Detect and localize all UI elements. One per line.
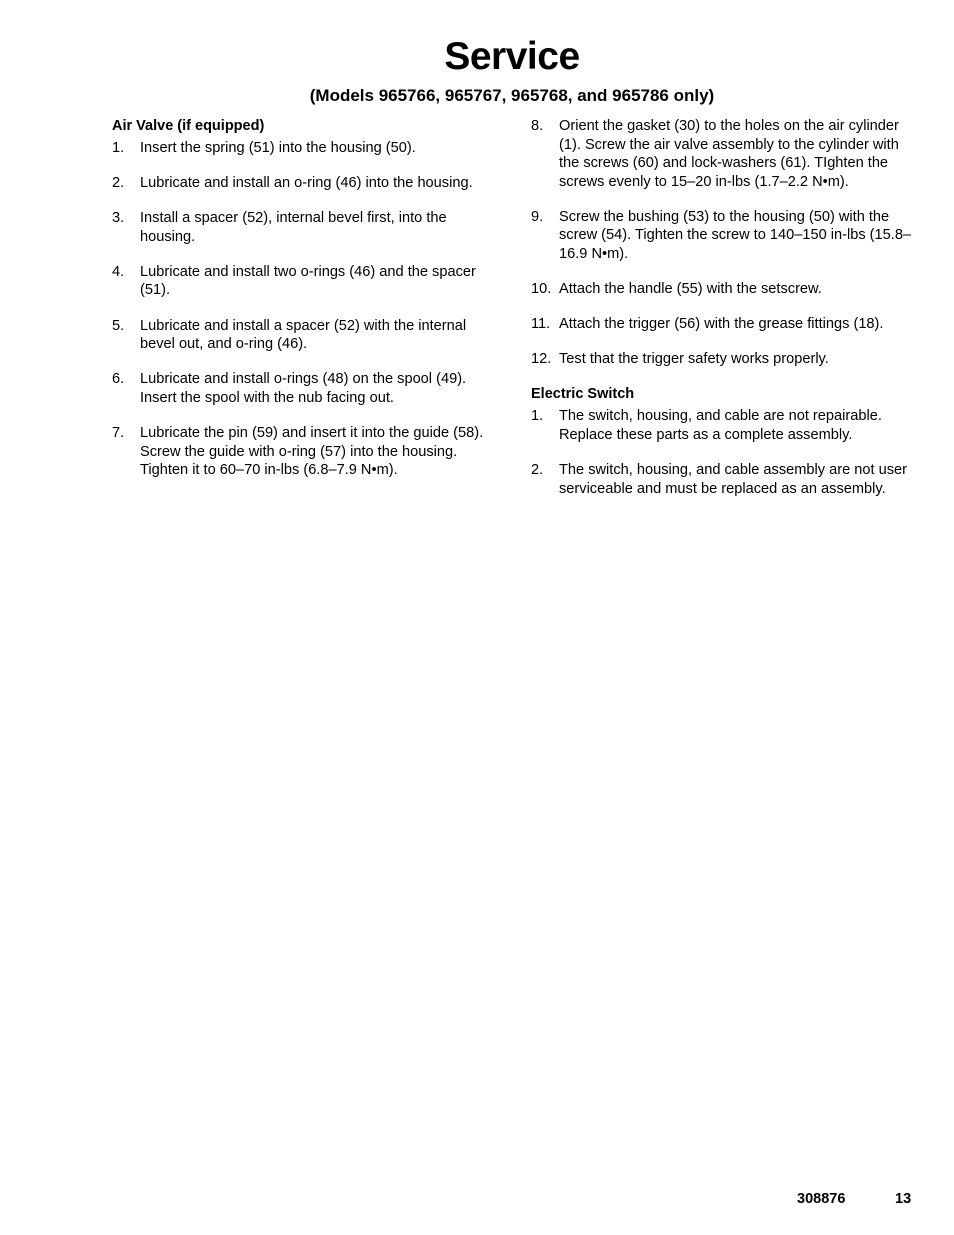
- air-valve-step-10: [531, 280, 913, 299]
- step-text: The switch, housing, and cable are not repairable. Replace these parts as a complete assembly.: [559, 408, 882, 444]
- electric-switch-step-1: [531, 407, 913, 444]
- step-number: 8.: [531, 118, 544, 134]
- left-column: [112, 117, 498, 496]
- air-valve-step-7: [112, 424, 498, 480]
- step-text: Lubricate and install an o-ring (46) into the housing.: [140, 175, 473, 192]
- step-number: 2.: [112, 175, 125, 192]
- step-number: 10.: [531, 281, 552, 298]
- air-valve-step-4: [112, 263, 498, 300]
- air-valve-step-12: [531, 350, 913, 369]
- right-column: [531, 117, 913, 515]
- step-text: Screw the bushing (53) to the housing (50) with the screw (54). Tighten the screw to 140–150 in-lbs (15.8–16.9 N•m).: [559, 208, 912, 263]
- step-number: 1.: [531, 408, 544, 425]
- step-number: 4.: [112, 263, 125, 280]
- document-number: 308876: [797, 1191, 846, 1207]
- step-text: Lubricate and install two o-rings (46) and the spacer (51).: [140, 263, 476, 299]
- page-title: Service: [444, 35, 580, 78]
- step-number: 12.: [531, 351, 552, 368]
- step-text: The switch, housing, and cable assembly are not user serviceable and must be replaced as an assembly.: [559, 462, 908, 497]
- electric-switch-step-2: [531, 461, 913, 498]
- step-number: 1.: [112, 140, 125, 156]
- air-valve-step-5: [112, 317, 498, 354]
- step-number: 3.: [112, 210, 125, 227]
- step-number: 6.: [112, 371, 125, 388]
- air-valve-step-8: [531, 117, 913, 191]
- air-valve-step-11: [531, 315, 913, 334]
- step-text: Install a spacer (52), internal bevel first, into the housing.: [140, 210, 447, 245]
- air-valve-step-1: [112, 139, 498, 158]
- electric-switch-heading: Electric Switch: [531, 386, 635, 403]
- step-number: 2.: [531, 462, 544, 479]
- step-text: Lubricate and install o-rings (48) on the spool (49). Insert the spool with the nub facing out.: [140, 371, 467, 406]
- air-valve-step-3: [112, 209, 498, 246]
- step-text: Attach the handle (55) with the setscrew.: [559, 281, 822, 298]
- step-text: Lubricate and install a spacer (52) with the internal bevel out, and o-ring (46).: [140, 317, 467, 353]
- page-subtitle: (Models 965766, 965767, 965768, and 965786 only): [309, 86, 715, 105]
- step-number: 11.: [531, 316, 551, 333]
- air-valve-step-9: [531, 208, 913, 264]
- step-number: 7.: [112, 424, 125, 441]
- step-text: Attach the trigger (56) with the grease fittings (18).: [559, 316, 884, 333]
- air-valve-step-2: [112, 174, 498, 193]
- air-valve-step-6: [112, 370, 498, 407]
- step-text: Insert the spring (51) into the housing (50).: [140, 140, 416, 156]
- step-text: Orient the gasket (30) to the holes on the air cylinder (1). Screw the air valve assembly to the cylinder with the screws (60) and lock-washers (61). TIghten the screws evenly to 15–20 in-lbs (1.7–2.2 N•m).: [559, 118, 899, 190]
- page-number: 13: [895, 1191, 912, 1207]
- air-valve-heading: Air Valve (if equipped): [112, 118, 265, 134]
- step-number: 9.: [531, 208, 544, 225]
- step-number: 5.: [112, 317, 125, 334]
- step-text: Lubricate the pin (59) and insert it into the guide (58). Screw the guide with o-ring (57) into the housing. Tighten it to 60–70 in-lbs (6.8–7.9 N•m).: [140, 424, 484, 479]
- step-text: Test that the trigger safety works properly.: [559, 351, 829, 368]
